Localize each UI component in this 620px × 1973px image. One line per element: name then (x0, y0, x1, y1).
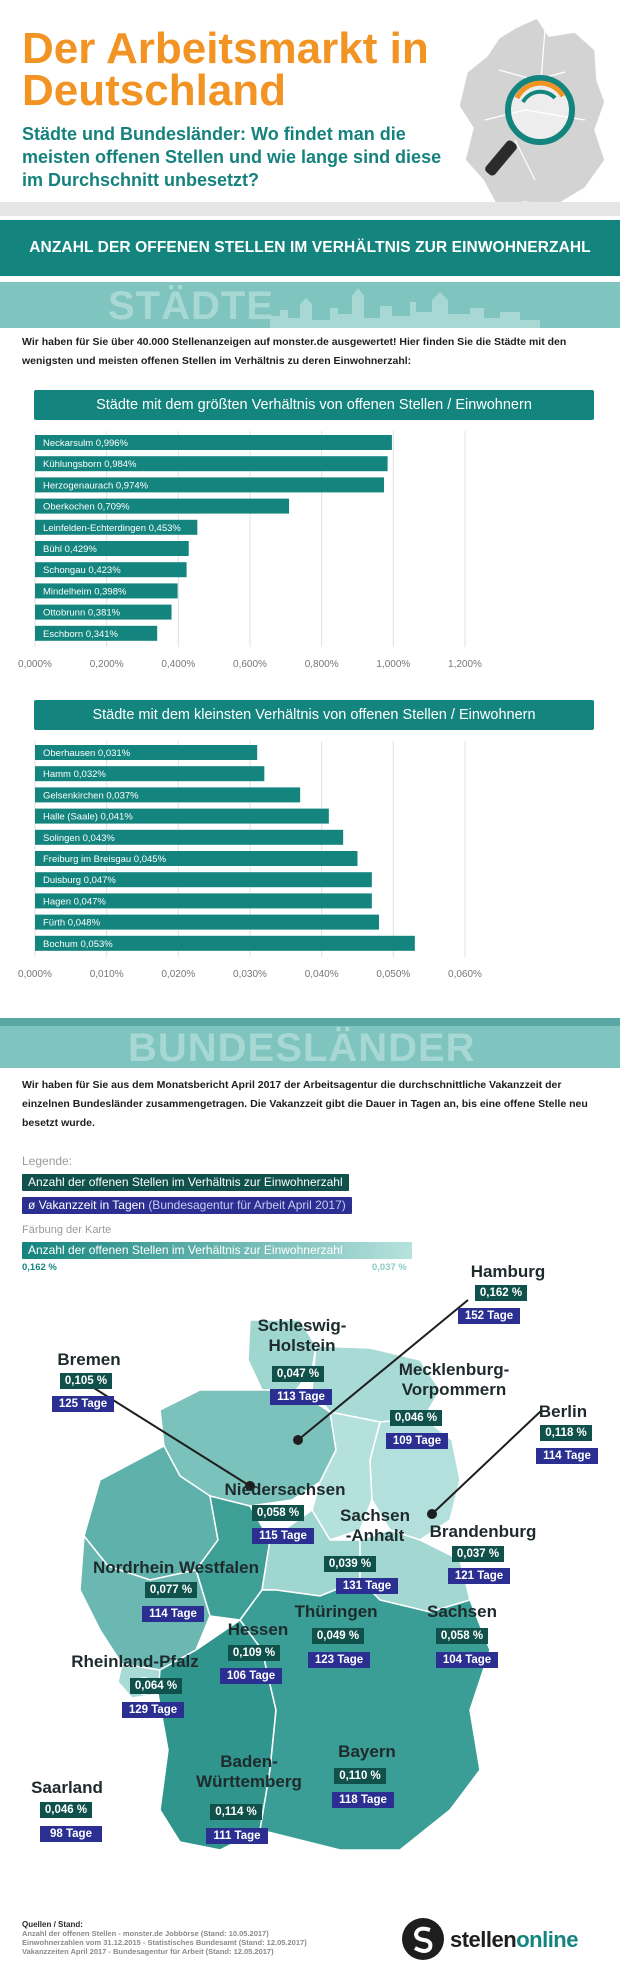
bar-label: Bühl 0,429% (43, 544, 97, 555)
state-name: Sachsen -Anhalt (340, 1506, 410, 1545)
stellenonline-logo (402, 1918, 602, 1960)
bar-label: Freiburg im Breisgau 0,045% (43, 854, 167, 865)
legend-gradient-min: 0,162 % (22, 1262, 57, 1273)
bar-label: Eschborn 0,341% (43, 628, 118, 640)
legend-days-main: ø Vakanzzeit in Tagen (28, 1198, 145, 1212)
sources-line2: Einwohnerzahlen vom 31.12.2015 - Statistisches Bundesamt (Stand: 12.05.2017) (22, 1938, 307, 1947)
bar-label: Gelsenkirchen 0,037% (43, 790, 139, 802)
bar-label: Hamm 0,032% (43, 769, 106, 781)
chart1-title: Städte mit dem größten Verhältnis von offenen Stellen / Einwohnern (34, 390, 594, 420)
legend-days-chip (22, 1197, 352, 1214)
state-pct-badge: 0,039 % (324, 1556, 376, 1572)
state-days-badge: 123 Tage (308, 1652, 370, 1668)
bundeslaender-banner-top (0, 1018, 620, 1026)
bar-label: Fürth 0,048% (43, 917, 101, 929)
state-days-badge: 118 Tage (332, 1792, 394, 1808)
state-days-badge: 121 Tage (448, 1568, 510, 1584)
page-title: Der Arbeitsmarkt in Deutschland (22, 24, 429, 115)
state-days-badge: 111 Tage (206, 1828, 268, 1844)
state-name: Thüringen (294, 1602, 378, 1621)
logo-part1: stellen (450, 1927, 517, 1952)
state-days-badge: 129 Tage (122, 1702, 184, 1718)
state-days-badge: 109 Tage (386, 1433, 448, 1449)
state-days-badge: 106 Tage (220, 1668, 282, 1684)
state-days-badge: 104 Tage (436, 1652, 498, 1668)
state-pct-badge: 0,114 % (210, 1804, 262, 1820)
state-name: Baden- Württemberg (196, 1752, 302, 1791)
state-name: Rheinland-Pfalz (71, 1652, 199, 1671)
x-tick-label: 0,800% (304, 659, 339, 670)
legend-gradient-chip: Anzahl der offenen Stellen im Verhältnis zur Einwohnerzahl (22, 1242, 412, 1259)
header-divider (0, 202, 620, 216)
state-pct-badge: 0,047 % (272, 1366, 324, 1382)
state-name: Sachsen (427, 1602, 497, 1621)
bar-label: Herzogenaurach 0,974% (43, 480, 149, 492)
x-tick-label: 0,200% (89, 659, 124, 670)
x-tick-label: 0,010% (89, 969, 124, 980)
sources-line1: Anzahl der offenen Stellen - monster.de Jobbörse (Stand: 10.05.2017) (22, 1929, 269, 1938)
state-name: Brandenburg (429, 1522, 537, 1541)
bar-label: Halle (Saale) 0,041% (43, 811, 133, 823)
state-pct-badge: 0,058 % (252, 1505, 304, 1521)
section-banner: ANZAHL DER OFFENEN STELLEN IM VERHÄLTNIS ZUR EINWOHNERZAHL (0, 220, 620, 276)
subtitle-highlight: Städte und Bundesländer: (22, 124, 247, 144)
state-name: Mecklenburg- Vorpommern (398, 1360, 510, 1399)
state-name: Bayern (338, 1742, 396, 1761)
bar-label: Leinfelden-Echterdingen 0,453% (43, 522, 181, 534)
state-name: Berlin (538, 1402, 588, 1421)
state-pct-badge: 0,046 % (40, 1802, 92, 1818)
state-name: Schleswig- Holstein (257, 1316, 347, 1355)
chart2-title: Städte mit dem kleinsten Verhältnis von offenen Stellen / Einwohnern (34, 700, 594, 730)
logo-text (450, 1927, 578, 1953)
logo-mark-icon (402, 1918, 444, 1960)
x-tick-label: 0,030% (233, 969, 267, 980)
state-days-badge: 115 Tage (252, 1528, 314, 1544)
x-tick-label: 0,050% (376, 969, 411, 980)
x-tick-label: 0,000% (18, 659, 52, 670)
state-pct-badge: 0,064 % (130, 1678, 182, 1694)
legend-gradient-max: 0,037 % (372, 1262, 407, 1273)
staedte-intro: Wir haben für Sie über 40.000 Stellenanzeigen auf monster.de ausgewertet! Hier finden Sie die Städte mit den wenigsten und meisten offenen Stellen im Verhältnis zu deren Einwohnerzahl: (22, 336, 567, 367)
x-tick-label: 1,200% (448, 659, 482, 670)
subtitle-rest: Wo findet man die meisten offenen Stellen und wie lange sind diese im Durchschnitt unbesetzt? (22, 124, 442, 190)
bar-label: Hagen 0,047% (43, 896, 106, 908)
state-name: Hamburg (470, 1262, 546, 1281)
state-days-badge: 98 Tage (40, 1826, 102, 1842)
state-pct-badge: 0,110 % (334, 1768, 386, 1784)
chart1-top-cities (0, 425, 620, 670)
state-days-badge: 152 Tage (458, 1308, 520, 1324)
sources-line3: Vakanzzeiten April 2017 - Bundesagentur für Arbeit (Stand: 12.05.2017) (22, 1947, 274, 1956)
sources-title: Quellen / Stand: (22, 1920, 83, 1929)
bundeslaender-banner-label: BUNDESLÄNDER (128, 1026, 476, 1068)
x-tick-label: 0,040% (304, 969, 339, 980)
bar-label: Duisburg 0,047% (43, 875, 116, 887)
bar-label: Solingen 0,043% (43, 832, 115, 844)
legend-pct-chip: Anzahl der offenen Stellen im Verhältnis zur Einwohnerzahl (22, 1174, 349, 1191)
state-pct-badge: 0,162 % (475, 1285, 527, 1301)
state-pct-badge: 0,049 % (312, 1628, 364, 1644)
bar-label: Ottobrunn 0,381% (43, 607, 121, 619)
state-name: Hessen (227, 1620, 289, 1639)
skyline-icon (0, 282, 620, 328)
germany-magnifier-icon (445, 10, 620, 210)
state-days-badge: 125 Tage (52, 1396, 114, 1412)
state-days-badge: 114 Tage (536, 1448, 598, 1464)
x-tick-label: 0,060% (448, 969, 482, 980)
x-tick-label: 0,600% (233, 659, 267, 670)
state-pct-badge: 0,109 % (228, 1645, 280, 1661)
state-name: Bremen (57, 1350, 121, 1369)
bundeslaender-intro: Wir haben für Sie aus dem Monatsbericht April 2017 der Arbeitsagentur die durchschnittliche Vakanzzeit der einzelnen Bundesländer zusammengetragen. Die Vakanzzeit gibt die Dauer in Tagen an, bis eine offene Stelle neu besetzt wurde. (22, 1079, 588, 1129)
state-pct-badge: 0,058 % (436, 1628, 488, 1644)
state-pct-badge: 0,077 % (145, 1582, 197, 1598)
chart2-bottom-cities (0, 735, 620, 980)
bar-label: Oberkochen 0,709% (43, 501, 130, 513)
bar-label: Bochum 0,053% (43, 938, 113, 950)
logo-part2: online (516, 1927, 578, 1952)
page-subtitle (22, 123, 452, 192)
state-name: Nordrhein Westfalen (93, 1558, 259, 1577)
state-name: Niedersachsen (224, 1480, 346, 1499)
x-tick-label: 1,000% (376, 659, 411, 670)
bar-label: Oberhausen 0,031% (43, 748, 131, 759)
bar-label: Mindelheim 0,398% (43, 586, 127, 598)
state-days-badge: 131 Tage (336, 1578, 398, 1594)
staedte-banner-label: STÄDTE (108, 284, 274, 328)
state-pct-badge: 0,046 % (390, 1410, 442, 1426)
x-tick-label: 0,020% (161, 969, 196, 980)
bar-label: Neckarsulm 0,996% (43, 438, 129, 449)
staedte-banner (0, 282, 620, 328)
legend-title: Legende: (22, 1154, 73, 1168)
legend-days-sub: (Bundesagentur für Arbeit April 2017) (148, 1198, 346, 1212)
state-pct-badge: 0,105 % (60, 1373, 112, 1389)
sources (22, 1920, 382, 1956)
state-name: Saarland (31, 1778, 103, 1797)
legend-map-color-title: Färbung der Karte (22, 1224, 112, 1236)
state-pct-badge: 0,037 % (452, 1546, 504, 1562)
bar-label: Schongau 0,423% (43, 565, 121, 577)
state-pct-badge: 0,118 % (540, 1425, 592, 1441)
x-tick-label: 0,400% (161, 659, 196, 670)
state-days-badge: 114 Tage (142, 1606, 204, 1622)
bar-label: Kühlungsborn 0,984% (43, 459, 137, 471)
x-tick-label: 0,000% (18, 969, 52, 980)
state-days-badge: 113 Tage (270, 1389, 332, 1405)
